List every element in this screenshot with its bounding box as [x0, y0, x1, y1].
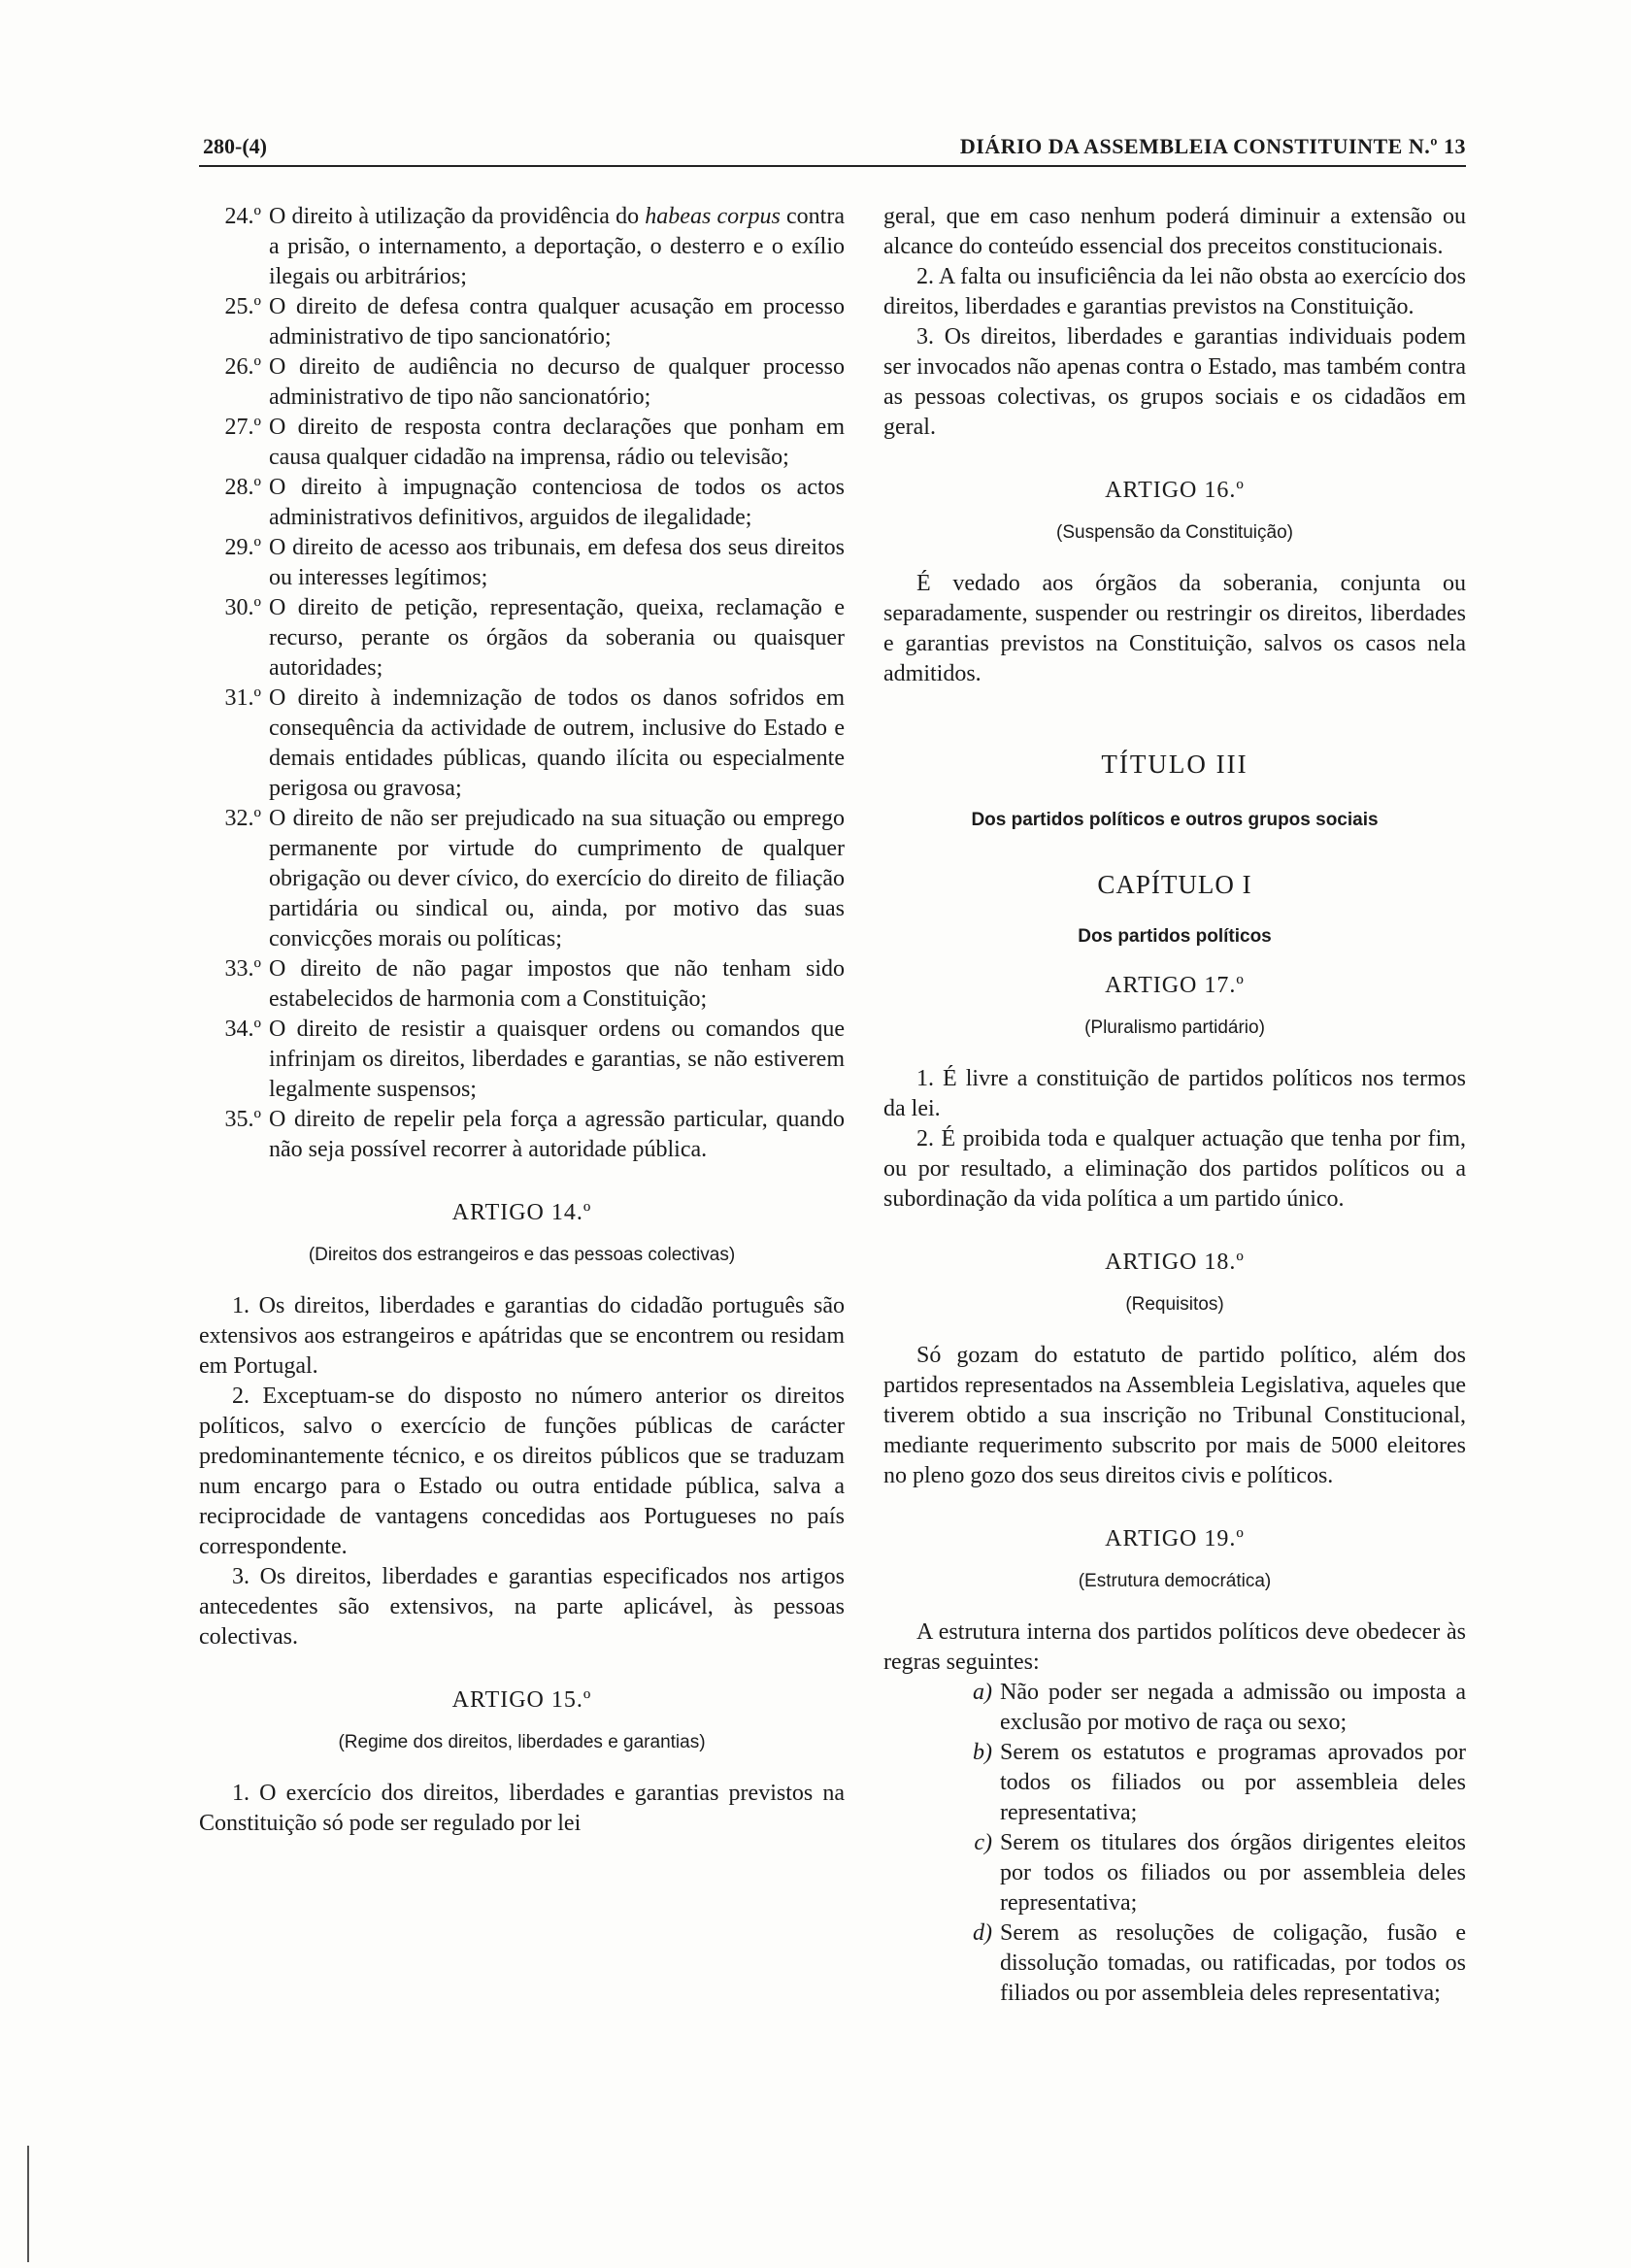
list-item: 29.º O direito de acesso aos tribunais, em defesa dos seus direitos ou interesses legítimos; — [224, 535, 845, 590]
list-item: 27.º O direito de resposta contra declarações que ponham em causa qualquer cidadão na imprensa, rádio ou televisão; — [224, 415, 845, 470]
list-item: d) Serem as resoluções de coligação, fusão e dissolução tomadas, ou ratificadas, por todos os filiados ou por assembleia deles representativa; — [973, 1920, 1466, 2006]
article-15-heading: ARTIGO 15.º — [451, 1687, 592, 1713]
article-19-subtitle: (Estrutura democrática) — [1078, 1571, 1272, 1591]
article-14-para-3: 3. Os direitos, liberdades e garantias especificados nos artigos antecedentes são extensivos, na parte aplicável, às pessoas colectivas. — [199, 1564, 845, 1650]
article-17-heading: ARTIGO 17.º — [1105, 973, 1245, 998]
article-15-para-1: 1. O exercício dos direitos, liberdades e garantias previstos na Constituição só pode ser regulado por lei — [199, 1781, 845, 1836]
list-item: 31.º O direito à indemnização de todos os danos sofridos em consequência da actividade de outrem, inclusive do Estado e demais entidades públicas, quando ilícita ou especialmente perigosa ou gravosa; — [224, 685, 845, 801]
article-19-heading: ARTIGO 19.º — [1105, 1526, 1245, 1551]
page-header — [199, 130, 1466, 167]
chapter-subtitle: Dos partidos políticos — [1078, 926, 1272, 947]
list-item: 35.º O direito de repelir pela força a agressão particular, quando não seja possível recorrer à autoridade pública. — [224, 1107, 845, 1162]
title-heading: TÍTULO III — [1101, 750, 1248, 779]
article-14-heading: ARTIGO 14.º — [451, 1200, 592, 1225]
list-item: 33.º O direito de não pagar impostos que não tenham sido estabelecidos de harmonia com a Constituição; — [224, 956, 845, 1012]
article-18-subtitle: (Requisitos) — [1125, 1294, 1224, 1315]
left-column — [199, 202, 845, 1839]
article-14-para-1: 1. Os direitos, liberdades e garantias do cidadão português são extensivos aos estrangeiros e apátridas que se encontrem ou residam em Portugal. — [199, 1293, 845, 1379]
article-17-para-1: 1. É livre a constituição de partidos políticos nos termos da lei. — [883, 1066, 1466, 1121]
list-item: 30.º O direito de petição, representação, queixa, reclamação e recurso, perante os órgãos da soberania ou quaisquer autoridades; — [224, 595, 845, 681]
article-16-heading: ARTIGO 16.º — [1105, 478, 1245, 503]
article-19-intro: A estrutura interna dos partidos políticos deve obedecer às regras seguintes: — [883, 1619, 1466, 1675]
chapter-heading: CAPÍTULO I — [1097, 870, 1252, 899]
list-item: 34.º O direito de resistir a quaisquer ordens ou comandos que infrinjam os direitos, liberdades e garantias, se não estiverem legalmente suspensos; — [224, 1017, 845, 1102]
article-17-para-2: 2. É proibida toda e qualquer actuação que tenha por fim, ou por resultado, a eliminação dos partidos políticos ou a subordinação da vida política a um partido único. — [883, 1126, 1466, 1212]
list-item: 28.º O direito à impugnação contenciosa de todos os actos administrativos definitivos, arguidos de ilegalidade; — [224, 475, 845, 530]
article-14-para-2: 2. Exceptuam-se do disposto no número anterior os direitos políticos, salvo o exercício de funções públicas de carácter predominantemente técnico, e os direitos públicos que se traduzam num encargo para o Estado ou outra entidade pública, salva a reciprocidade de vantagens concedidas aos Portugueses no país correspondente. — [199, 1384, 845, 1559]
scan-margin-line — [27, 2146, 29, 2262]
list-item: b) Serem os estatutos e programas aprovados por todos os filiados ou por assembleia deles representativa; — [973, 1740, 1466, 1825]
list-item: 26.º O direito de audiência no decurso de qualquer processo administrativo de tipo não sancionatório; — [224, 354, 845, 410]
article-15-continuation: geral, que em caso nenhum poderá diminuir a extensão ou alcance do conteúdo essencial dos preceitos constitucionais. — [883, 204, 1466, 259]
list-item: a) Não poder ser negada a admissão ou imposta a exclusão por motivo de raça ou sexo; — [973, 1680, 1466, 1735]
article-19-list — [942, 1678, 1466, 2009]
article-16-subtitle: (Suspensão da Constituição) — [1056, 522, 1293, 543]
right-column — [883, 202, 1466, 2009]
journal-title: DIÁRIO DA ASSEMBLEIA CONSTITUINTE N.º 13 — [959, 134, 1466, 158]
article-15-para-3: 3. Os direitos, liberdades e garantias individuais podem ser invocados não apenas contra o Estado, mas também contra as pessoas colectivas, os grupos sociais e os cidadãos em geral. — [883, 324, 1466, 440]
article-15-subtitle: (Regime dos direitos, liberdades e garantias) — [338, 1732, 706, 1752]
list-item: 24.º O direito à utilização da providência do habeas corpus contra a prisão, o internamento, a deportação, o desterro e o exílio ilegais ou arbitrários; — [224, 204, 845, 289]
title-subtitle: Dos partidos políticos e outros grupos sociais — [971, 810, 1379, 830]
article-18-text: Só gozam do estatuto de partido político, além dos partidos representados na Assembleia Legislativa, aqueles que tiverem obtido a sua inscrição no Tribunal Constitucional, mediante requerimento subscrito por mais de 5000 eleitores no pleno gozo dos seus direitos civis e políticos. — [883, 1343, 1466, 1488]
article-17-subtitle: (Pluralismo partidário) — [1084, 1017, 1265, 1038]
article-18-heading: ARTIGO 18.º — [1105, 1250, 1245, 1275]
list-item: 25.º O direito de defesa contra qualquer acusação em processo administrativo de tipo sancionatório; — [224, 294, 845, 350]
article-14-subtitle: (Direitos dos estrangeiros e das pessoas colectivas) — [308, 1245, 736, 1265]
list-item: c) Serem os titulares dos órgãos dirigentes eleitos por todos os filiados ou por assembleia deles representativa; — [974, 1830, 1466, 1916]
article-16-text: É vedado aos órgãos da soberania, conjunta ou separadamente, suspender ou restringir os direitos, liberdades e garantias previstos na Constituição, salvos os casos nela admitidos. — [883, 571, 1466, 686]
list-item: 32.º O direito de não ser prejudicado na sua situação ou emprego permanente por virtude do cumprimento de qualquer obrigação ou dever cívico, do exercício do direito de filiação partidária ou sindical ou, ainda, por motivo das suas convicções morais ou políticas; — [224, 806, 845, 951]
page-number: 280-(4) — [203, 134, 267, 158]
article-15-para-2: 2. A falta ou insuficiência da lei não obsta ao exercício dos direitos, liberdades e garantias previstos na Constituição. — [883, 264, 1466, 319]
